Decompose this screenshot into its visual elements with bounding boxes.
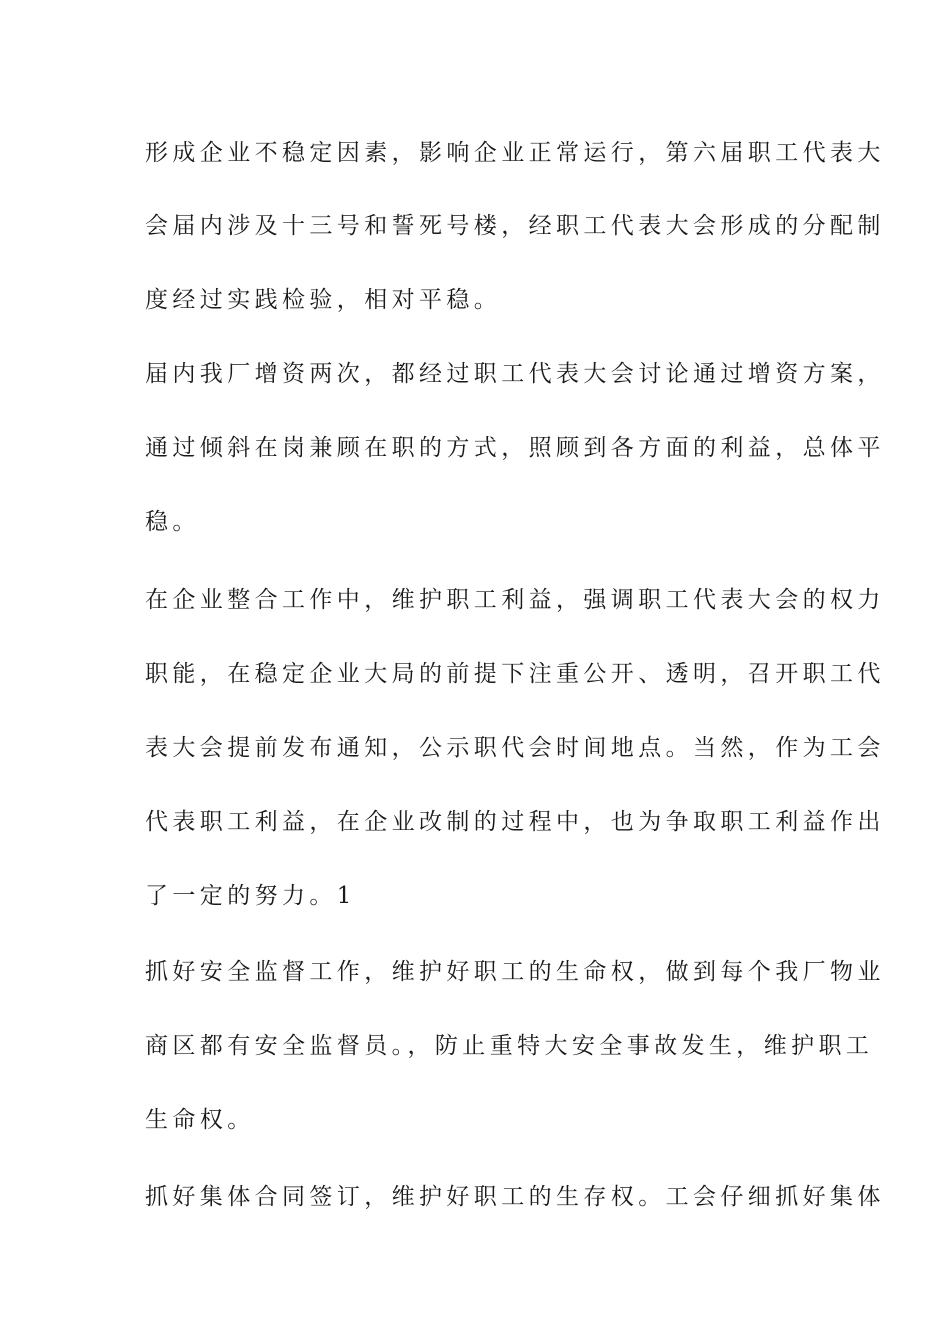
text-line: 在企业整合工作中，维护职工利益，强调职工代表大会的权力 <box>145 587 885 613</box>
text-line: 形成企业不稳定因素，影响企业正常运行，第六届职工代表大 <box>145 140 885 166</box>
text-line: 职能，在稳定企业大局的前提下注重公开、透明，召开职工代 <box>145 661 885 687</box>
text-line: 届内我厂增资两次，都经过职工代表大会讨论通过增资方案， <box>145 361 885 387</box>
text-line: 代表职工利益，在企业改制的过程中，也为争取职工利益作出 <box>145 809 885 835</box>
text-line: 抓好集体合同签订，维护好职工的生存权。工会仔细抓好集体 <box>145 1184 885 1210</box>
text-line: 通过倾斜在岗兼顾在职的方式，照顾到各方面的利益，总体平 <box>145 435 885 461</box>
text-line: 表大会提前发布通知，公示职代会时间地点。当然，作为工会 <box>145 735 885 761</box>
text-line: 度经过实践检验，相对平稳。 <box>145 287 502 313</box>
text-line: 抓好安全监督工作，维护好职工的生命权，做到每个我厂物业 <box>145 959 885 985</box>
text-line: 会届内涉及十三号和誓死号楼，经职工代表大会形成的分配制 <box>145 213 885 239</box>
text-line: 稳。 <box>145 509 200 535</box>
text-line: 了一定的努力。1 <box>145 883 356 909</box>
text-line: 商区都有安全监督员。，防止重特大安全事故发生，维护职工 <box>145 1033 874 1059</box>
text-line: 生命权。 <box>145 1107 255 1133</box>
